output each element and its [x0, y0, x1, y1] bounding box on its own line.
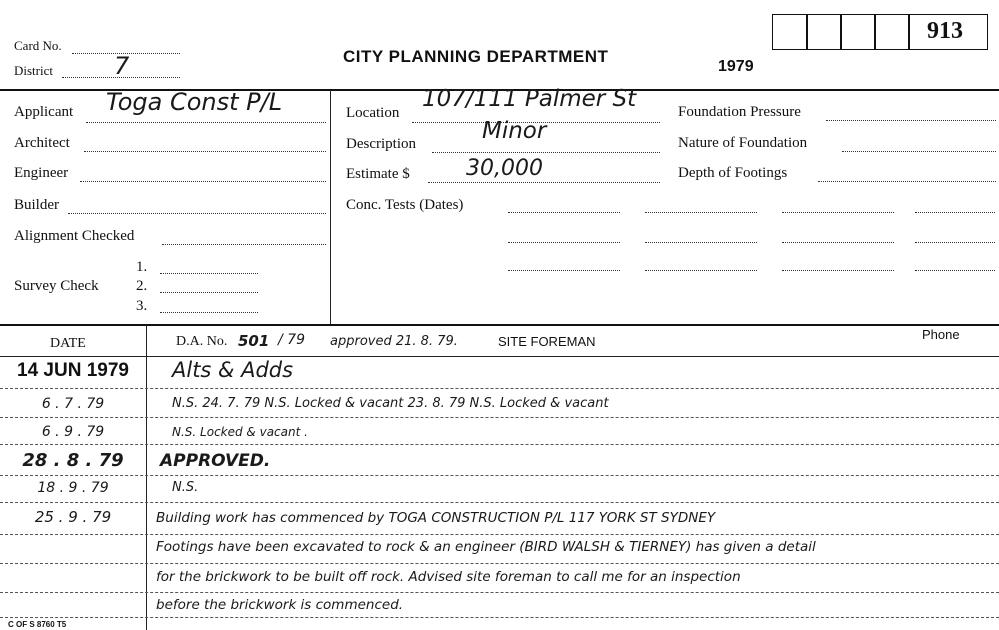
conc-line [645, 270, 757, 271]
nature-foundation-line [842, 151, 996, 152]
alignment-line [162, 244, 326, 245]
row-2-date: 6 . 7 . 79 [41, 396, 105, 412]
row-divider [0, 475, 999, 476]
survey-item-3: 3. [136, 298, 148, 314]
row-4-date: 28 . 8 . 79 [22, 450, 124, 471]
phone-label: Phone [922, 327, 960, 342]
foundation-pressure-label: Foundation Pressure [678, 104, 801, 120]
number-box [772, 14, 808, 50]
district-label: District [14, 63, 53, 78]
survey-check-label: Survey Check [14, 278, 99, 294]
conc-tests-label: Conc. Tests (Dates) [346, 197, 464, 213]
row-5-note: N.S. [172, 480, 199, 495]
applicant-line [86, 122, 326, 123]
builder-label: Builder [14, 197, 59, 213]
survey-item-1: 1. [136, 259, 148, 275]
date-column-divider [146, 325, 147, 630]
survey-line-2 [160, 292, 258, 293]
conc-line [782, 212, 894, 213]
card-no-label: Card No. [14, 38, 62, 53]
location-value: 107/111 Palmer St [422, 86, 637, 112]
builder-line [68, 213, 326, 214]
number-box [874, 14, 910, 50]
card-number: 913 [927, 18, 963, 44]
da-year: / 79 [278, 332, 305, 348]
conc-line [508, 242, 620, 243]
card-year: 1979 [718, 58, 754, 75]
row-4-note: APPROVED. [160, 451, 271, 471]
row-1-date: 14 JUN 1979 [17, 360, 129, 381]
description-line [432, 152, 660, 153]
estimate-line [428, 182, 660, 183]
row-3-note: N.S. Locked & vacant . [172, 425, 308, 439]
survey-line-3 [160, 312, 258, 313]
row-3-date: 6 . 9 . 79 [41, 424, 105, 440]
row-divider [0, 502, 999, 503]
da-number: 501 [238, 332, 270, 350]
department-title: CITY PLANNING DEPARTMENT [343, 47, 609, 66]
conc-line [915, 242, 995, 243]
architect-line [84, 151, 326, 152]
district-value: 7 [114, 52, 130, 80]
conc-line [915, 212, 995, 213]
row-9-note: before the brickwork is commenced. [156, 597, 404, 613]
conc-line [645, 242, 757, 243]
applicant-value: Toga Const P/L [106, 88, 283, 116]
row-7-note: Footings have been excavated to rock & an engineer (BIRD WALSH & TIERNEY) has given a detail [156, 539, 816, 555]
table-top-border [0, 324, 999, 326]
row-2-note: N.S. 24. 7. 79 N.S. Locked & vacant 23. 8. 79 N.S. Locked & vacant [172, 396, 609, 411]
nature-foundation-label: Nature of Foundation [678, 135, 808, 151]
conc-line [915, 270, 995, 271]
printer-code: C OF S 8760 T5 [8, 620, 67, 629]
depth-footings-label: Depth of Footings [678, 165, 788, 181]
date-header: DATE [50, 336, 86, 351]
row-6-note: Building work has commenced by TOGA CONSTRUCTION P/L 117 YORK ST SYDNEY [156, 510, 716, 526]
conc-line [645, 212, 757, 213]
number-box [806, 14, 842, 50]
left-column-divider [330, 90, 331, 324]
row-divider [0, 534, 999, 535]
description-label: Description [346, 136, 416, 152]
alignment-label: Alignment Checked [14, 228, 135, 244]
row-divider [0, 563, 999, 564]
table-header-divider [0, 356, 999, 357]
conc-line [782, 242, 894, 243]
location-label: Location [346, 105, 400, 121]
conc-line [508, 212, 620, 213]
site-foreman-label: SITE FOREMAN [498, 334, 596, 349]
row-divider [0, 592, 999, 593]
architect-label: Architect [14, 135, 70, 151]
row-6-date: 25 . 9 . 79 [34, 508, 112, 526]
row-divider [0, 388, 999, 389]
depth-footings-line [818, 181, 996, 182]
number-box [840, 14, 876, 50]
survey-item-2: 2. [136, 278, 148, 294]
estimate-label: Estimate $ [346, 166, 410, 182]
row-1-note: Alts & Adds [172, 358, 294, 382]
survey-line-1 [160, 273, 258, 274]
row-8-note: for the brickwork to be built off rock. Advised site foreman to call me for an inspection [156, 569, 741, 585]
row-divider [0, 617, 999, 618]
foundation-pressure-line [826, 120, 996, 121]
conc-line [508, 270, 620, 271]
engineer-label: Engineer [14, 165, 69, 181]
da-no-label: D.A. No. [176, 334, 228, 349]
row-divider [0, 444, 999, 445]
da-approved: approved 21. 8. 79. [330, 334, 458, 349]
applicant-label: Applicant [14, 104, 74, 120]
conc-line [782, 270, 894, 271]
estimate-value: 30,000 [466, 156, 543, 181]
number-box-main [908, 14, 988, 50]
row-5-date: 18 . 9 . 79 [37, 480, 109, 496]
description-value: Minor [482, 118, 547, 144]
engineer-line [80, 181, 326, 182]
row-divider [0, 417, 999, 418]
